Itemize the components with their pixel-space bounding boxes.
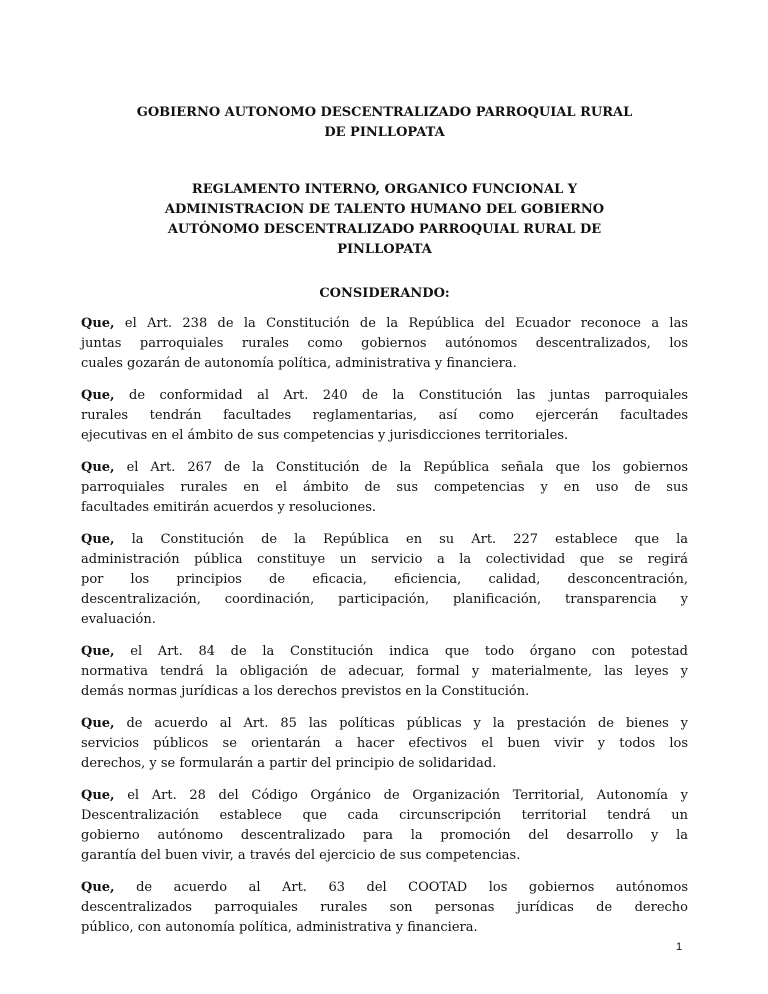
paragraph-lead: Que, [81,460,115,475]
title-line: AUTÓNOMO DESCENTRALIZADO PARROQUIAL RURAL DE [167,222,602,237]
line-text: servicios públicos se orientarán a hacer efectivos el buen vivir y todos los [81,736,688,751]
paragraph-lead: Que, [81,788,115,803]
page-number: 1 [676,941,683,953]
line-text: el Art. 238 de la Constitución de la República del Ecuador reconoce a las [114,316,688,331]
line-text: el Art. 267 de la Constitución de la República señala que los gobiernos [114,460,688,475]
line-text: ejecutivas en el ámbito de sus competencias y jurisdicciones territoriales. [81,428,569,443]
line-text: gobierno autónomo descentralizado para la promoción del desarrollo y la [81,828,688,843]
paragraph-line [81,334,688,354]
paragraph-line [81,426,688,446]
paragraph-line [81,734,688,754]
line-text: la Constitución de la República en su Art. 227 establece que la [114,532,688,547]
considerando-paragraph [81,878,688,938]
line-text: descentralizados parroquiales rurales son personas jurídicas de derecho [81,900,688,915]
paragraph-line [81,898,688,918]
paragraph-line [81,498,688,518]
line-text: rurales tendrán facultades reglamentarias, así como ejercerán facultades [81,408,688,423]
paragraph-line [81,918,688,938]
paragraph-lead: Que, [81,316,115,331]
title-line: GOBIERNO AUTONOMO DESCENTRALIZADO PARROQUIAL RURAL [136,105,633,120]
paragraph-line [81,314,688,334]
line-text: Descentralización establece que cada circunscripción territorial tendrá un [81,808,688,823]
line-text: normativa tendrá la obligación de adecuar, formal y materialmente, las leyes y [81,664,688,679]
paragraph-line [81,682,688,702]
paragraph-lead: Que, [81,532,115,547]
paragraph-line [81,610,688,630]
considerando-paragraph [81,530,688,630]
line-text: el Art. 84 de la Constitución indica que todo órgano con potestad [114,644,688,659]
line-text: cuales gozarán de autonomía política, administrativa y financiera. [81,356,517,371]
line-text: juntas parroquiales rurales como gobiernos autónomos descentralizados, los [81,336,688,351]
paragraph-lead: Que, [81,880,115,895]
considerando-paragraph [81,786,688,866]
line-text: garantía del buen vivir, a través del ejercicio de sus competencias. [81,848,521,863]
paragraph-lead: Que, [81,388,115,403]
paragraph-line [81,458,688,478]
line-text: evaluación. [81,612,156,627]
paragraph-line [81,386,688,406]
paragraph-line [81,354,688,374]
title-line: DE PINLLOPATA [324,125,445,140]
paragraph-line [81,550,688,570]
considerando-paragraph [81,642,688,702]
considerando-paragraph [81,314,688,374]
line-text: de acuerdo al Art. 85 las políticas públicas y la prestación de bienes y [114,716,688,731]
line-text: de acuerdo al Art. 63 del COOTAD los gobiernos autónomos [114,880,688,895]
paragraph-line [81,786,688,806]
line-text: público, con autonomía política, administrativa y financiera. [81,920,478,935]
document-body [81,314,688,950]
title-line: ADMINISTRACION DE TALENTO HUMANO DEL GOBIERNO [164,202,605,217]
title-line: REGLAMENTO INTERNO, ORGANICO FUNCIONAL Y [191,182,578,197]
paragraph-line [81,806,688,826]
line-text: demás normas jurídicas a los derechos previstos en la Constitución. [81,684,530,699]
line-text: de conformidad al Art. 240 de la Constitución las juntas parroquiales [114,388,688,403]
title-line: PINLLOPATA [337,242,432,257]
paragraph-line [81,714,688,734]
paragraph-line [81,590,688,610]
line-text: parroquiales rurales en el ámbito de sus competencias y en uso de sus [81,480,688,495]
document-title [81,103,688,143]
paragraph-line [81,642,688,662]
line-text: el Art. 28 del Código Orgánico de Organización Territorial, Autonomía y [114,788,688,803]
regulation-title [81,180,688,260]
paragraph-line [81,478,688,498]
considerando-paragraph [81,714,688,774]
paragraph-line [81,826,688,846]
line-text: administración pública constituye un servicio a la colectividad que se regirá [81,552,688,567]
paragraph-line [81,878,688,898]
paragraph-line [81,570,688,590]
line-text: por los principios de eficacia, eficiencia, calidad, desconcentración, [81,572,688,587]
paragraph-line [81,662,688,682]
line-text: derechos, y se formularán a partir del principio de solidaridad. [81,756,497,771]
paragraph-lead: Que, [81,716,115,731]
considerando-paragraph [81,458,688,518]
paragraph-line [81,754,688,774]
considerando-paragraph [81,386,688,446]
paragraph-lead: Que, [81,644,115,659]
considerando-heading: CONSIDERANDO: [319,286,450,301]
line-text: descentralización, coordinación, participación, planificación, transparencia y [81,592,688,607]
paragraph-line [81,406,688,426]
paragraph-line [81,530,688,550]
line-text: facultades emitirán acuerdos y resoluciones. [81,500,377,515]
paragraph-line [81,846,688,866]
